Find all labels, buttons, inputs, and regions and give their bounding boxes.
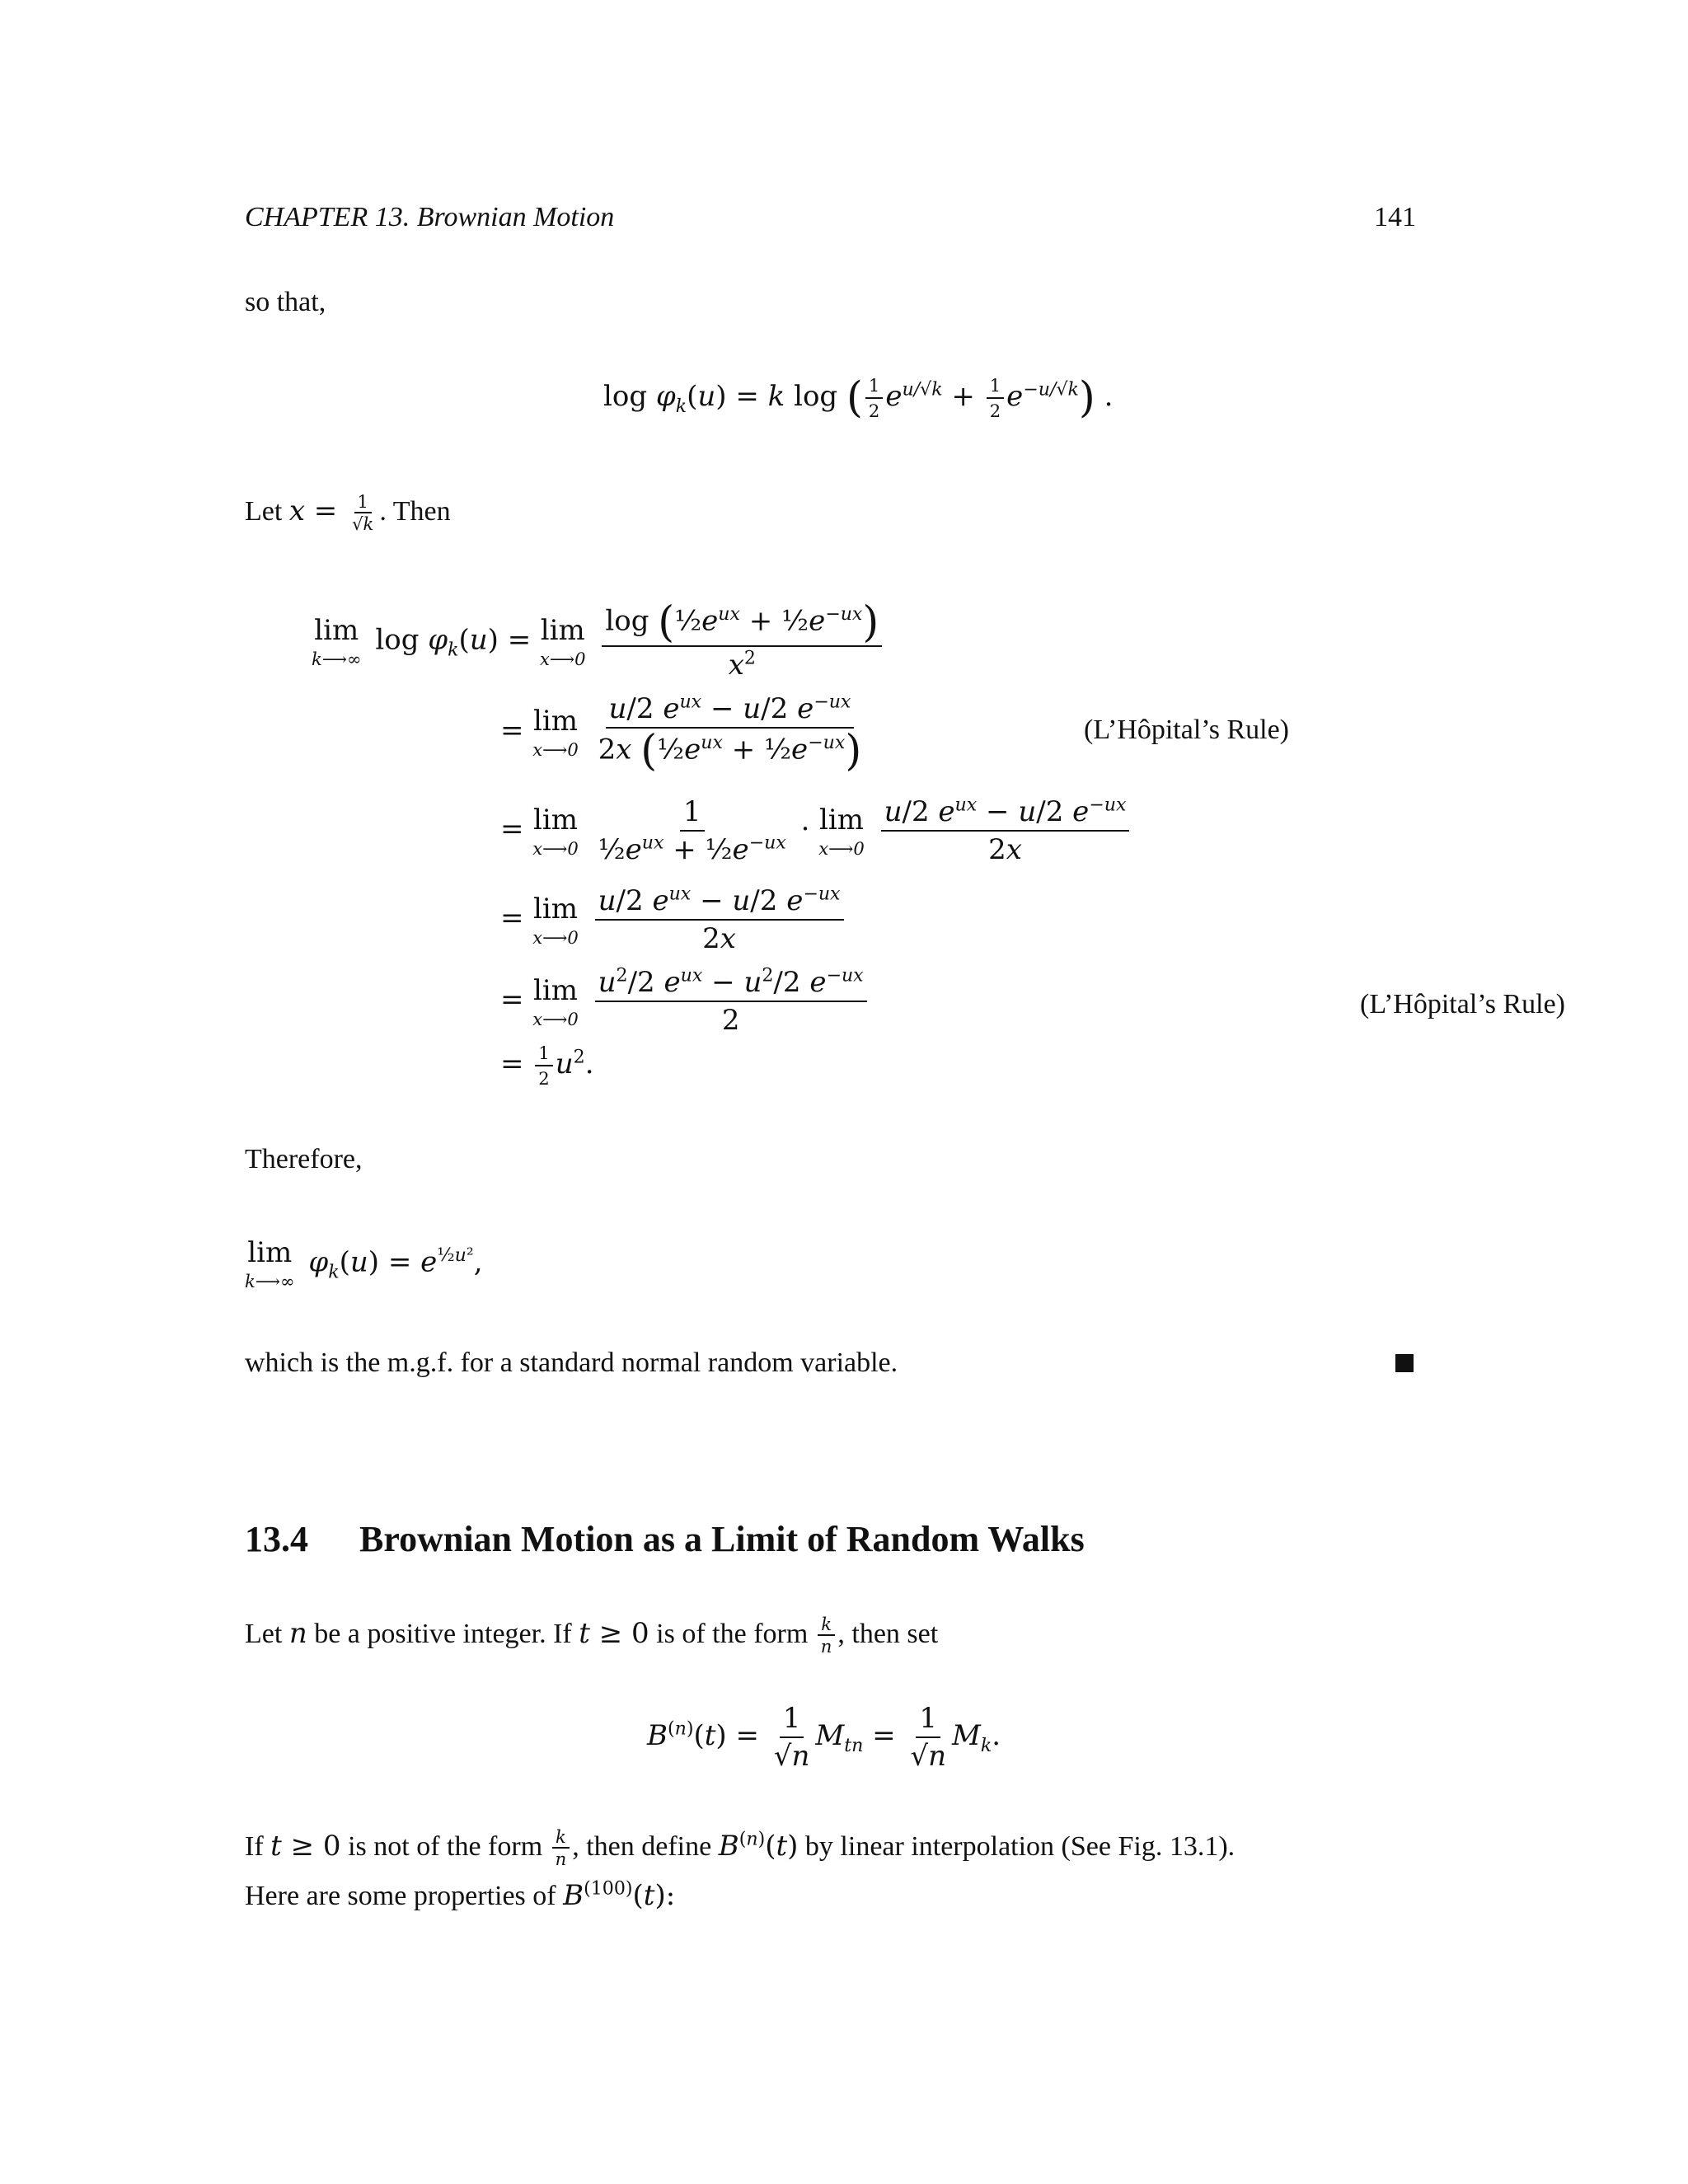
section-title: Brownian Motion as a Limit of Random Walks [359,1519,1085,1559]
lhopital-label-2: (L’Hôpital’s Rule) [1360,989,1565,1019]
text-so-that: so that, [245,287,326,317]
paragraph-properties: Here are some properties of $B^{(100)}(t)$: [245,1877,676,1912]
equation-limit-result: = $\frac{1}{2}$ $u^2$. [500,1043,594,1089]
equation-limit-step-4: = lim x⟶0 $\frac{u/2 e^{ux} - u/2 e^{-ux}}{2x}$ [500,884,846,955]
equation-scaled-walk: $B^{(n)}(t)$ = $\frac{1}{√n}$ $M_{tn}$ = $\frac{1}{√n}$ $M_k$. [647,1702,1001,1773]
paragraph-interpolation: If t ≥ 0 is not of the form $\frac{k}{n}$ , then define $B^{(n)}(t)$ by linear interpolation (See Fig. 13.1). [245,1826,1236,1870]
equation-log-mgf: $\log \varphi_k(u) = k$ log ( $\frac{1}{2}$ $e^{u/√k}$ + $\frac{1}{2}$ $e^{-u/√k}$) . [603,373,1114,423]
running-header-title: CHAPTER 13. Brownian Motion [245,202,615,232]
equation-limit-step-1: lim k⟶∞ $\log \varphi_k(u) = \lim$ x⟶0 $\frac{\log (\frac{1}{2}e^{ux} + \frac{1}{2}e^{-ux})}{x^2}$ [312,602,884,682]
qed-square-icon [1395,1354,1414,1372]
equation-limit-step-3: = lim x⟶0 $\frac{1}{\frac{1}{2}e^{ux} + \frac{1}{2}e^{-ux}}$ · lim x⟶0 $\frac{u/2 e^{ux} - u/2 e^{-ux}}{2x}$ [500,795,1132,866]
page-number: 141 [1374,202,1416,232]
text-conclusion: which is the m.g.f. for a standard normal random variable. [245,1347,898,1378]
section-heading [245,1518,1085,1560]
text-therefore: Therefore, [245,1144,363,1174]
lhopital-label-1: (L’Hôpital’s Rule) [1084,715,1289,745]
equation-limit-step-5: = lim x⟶0 $\frac{u^2/2 e^{ux} - u^2/2 e^{-ux}}{2}$ [500,966,870,1037]
section-number: 13.4 [245,1519,308,1559]
equation-limit-step-2: = lim x⟶0 $\frac{u/2 e^{ux} - u/2 e^{-ux}}{2x (\frac{1}{2}e^{ux} + \frac{1}{2}e^{-ux})}$ [500,691,862,776]
equation-limit-mgf: lim k⟶∞ $\varphi_k(u) = e^{\frac{1}{2}u^2}$, [245,1236,483,1291]
text-let-x: Let x = $\frac{1}{√k}$ . Then [245,491,451,535]
paragraph-definition: Let n be a positive integer. If t ≥ 0 is of the form $\frac{k}{n}$ , then set [245,1614,939,1657]
